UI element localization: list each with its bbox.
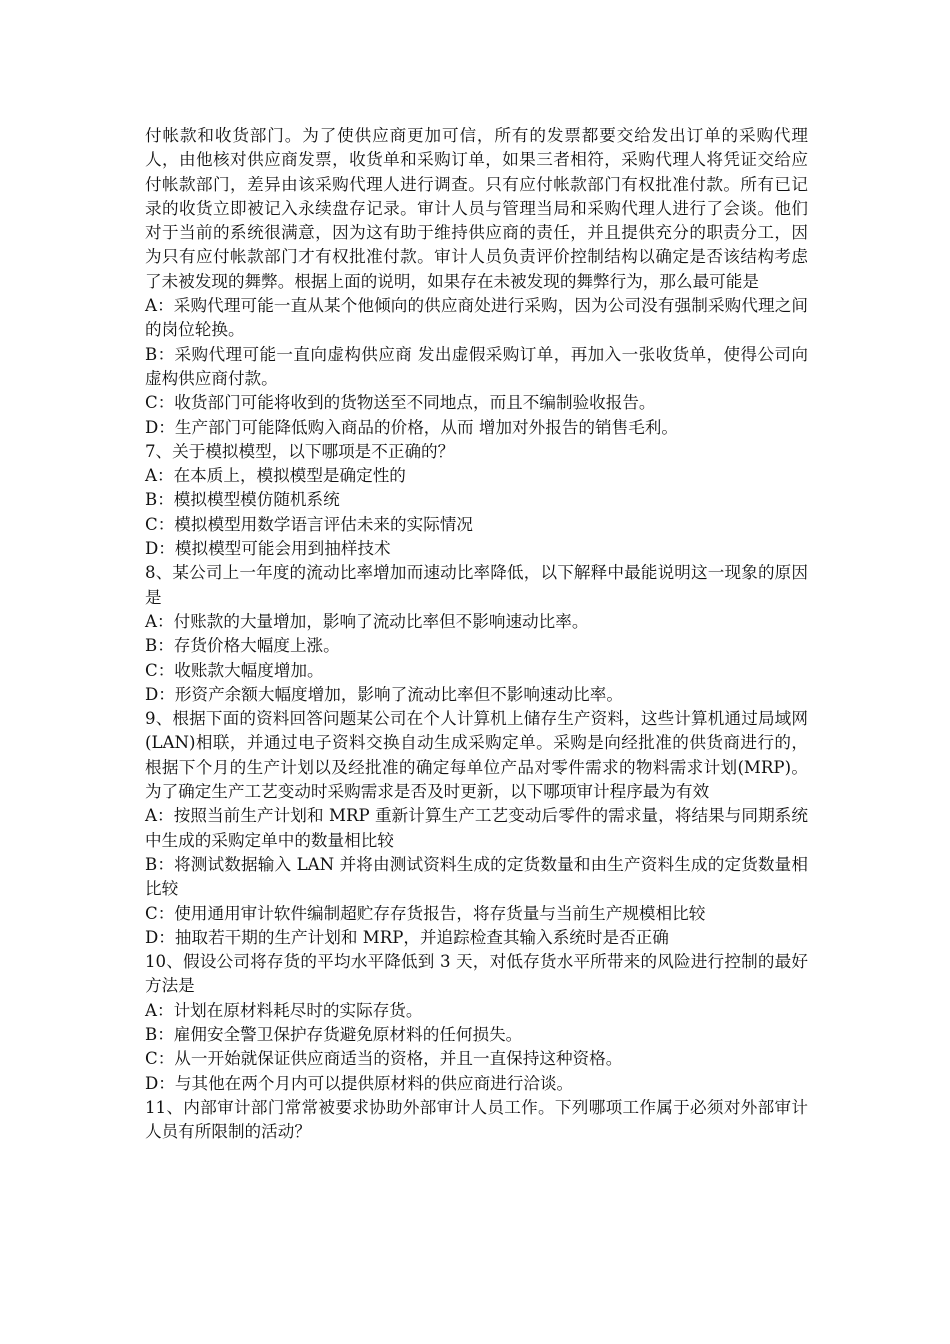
q9-question: 9、根据下面的资料回答问题某公司在个人计算机上储存生产资料，这些计算机通过局域网(LAN)相联，并通过电子资料交换自动生成采购定单。采购是向经批准的供货商进行的，根据下个月的生产计划以及经批准的确定每单位产品对零件需求的物料需求计划(MRP)。为了确定生产工艺变动时采购需求是否及时更新，以下哪项审计程序最为有效 bbox=[145, 709, 808, 802]
q10-option-d: D：与其他在两个月内可以提供原材料的供应商进行洽谈。 bbox=[145, 1073, 574, 1093]
q10-option-a: A：计划在原材料耗尽时的实际存货。 bbox=[145, 1000, 423, 1020]
q6-option-c: C：收货部门可能将收到的货物送至不同地点，而且不编制验收报告。 bbox=[145, 393, 656, 413]
q6-option-a: A：采购代理可能一直从某个他倾向的供应商处进行采购，因为公司没有强制采购代理之间的岗位轮换。 bbox=[145, 296, 808, 340]
q7-option-d: D：模拟模型可能会用到抽样技术 bbox=[145, 539, 391, 559]
q10-option-b: B：雇佣安全警卫保护存货避免原材料的任何损失。 bbox=[145, 1024, 523, 1044]
q9-option-d: D：抽取若干期的生产计划和 MRP，并追踪检查其输入系统时是否正确 bbox=[145, 927, 669, 947]
q9-option-b: B：将测试数据输入 LAN 并将由测试资料生成的定货数量和由生产资料生成的定货数量相比较 bbox=[145, 854, 808, 899]
q8-option-b: B：存货价格大幅度上涨。 bbox=[145, 636, 340, 656]
q7-option-c: C：模拟模型用数学语言评估未来的实际情况 bbox=[145, 514, 473, 534]
intro-paragraph: 付帐款和收货部门。为了使供应商更加可信，所有的发票都要交给发出订单的采购代理人，由他核对供应商发票，收货单和采购订单，如果三者相符，采购代理人将凭证交给应付帐款部门，差异由该采购代理人进行调查。只有应付帐款部门有权批准付款。所有已记录的收货立即被记入永续盘存记录。审计人员与管理当局和采购代理人进行了会谈。他们对于当前的系统很满意，因为这有助于维持供应商的责任，并且提供充分的职责分工，因为只有应付帐款部门才有权批准付款。审计人员负责评价控制结构以确定是否该结构考虑了未被发现的舞弊。根据上面的说明，如果存在未被发现的舞弊行为，那么最可能是 bbox=[145, 126, 808, 291]
q8-option-d: D：形资产余额大幅度增加，影响了流动比率但不影响速动比率。 bbox=[145, 684, 623, 704]
q8-question: 8、某公司上一年度的流动比率增加而速动比率降低，以下解释中最能说明这一现象的原因是 bbox=[145, 563, 808, 607]
q7-option-b: B：模拟模型模仿随机系统 bbox=[145, 490, 340, 510]
q6-option-d: D：生产部门可能降低购入商品的价格，从而 增加对外报告的销售毛利。 bbox=[145, 417, 678, 437]
q8-option-a: A：付账款的大量增加，影响了流动比率但不影响速动比率。 bbox=[145, 611, 589, 631]
q9-option-c: C：使用通用审计软件编制超贮存存货报告，将存货量与当前生产规模相比较 bbox=[145, 903, 706, 923]
q7-option-a: A：在本质上，模拟模型是确定性的 bbox=[145, 466, 406, 486]
q10-question: 10、假设公司将存货的平均水平降低到 3 天，对低存货水平所带来的风险进行控制的最好方法是 bbox=[145, 952, 808, 996]
q7-question: 7、关于模拟模型，以下哪项是不正确的？ bbox=[145, 441, 455, 461]
q11-question: 11、内部审计部门常常被要求协助外部审计人员工作。下列哪项工作属于必须对外部审计人员有所限制的活动？ bbox=[145, 1097, 808, 1142]
q10-option-c: C：从一开始就保证供应商适当的资格，并且一直保持这种资格。 bbox=[145, 1049, 623, 1069]
q9-option-a: A：按照当前生产计划和 MRP 重新计算生产工艺变动后零件的需求量，将结果与同期系统中生成的采购定单中的数量相比较 bbox=[145, 806, 808, 850]
document-body bbox=[145, 124, 808, 1144]
q8-option-c: C：收账款大幅度增加。 bbox=[145, 660, 324, 680]
q6-option-b: B：采购代理可能一直向虚构供应商 发出虚假采购订单，再加入一张收货单，使得公司向虚构供应商付款。 bbox=[145, 344, 808, 388]
